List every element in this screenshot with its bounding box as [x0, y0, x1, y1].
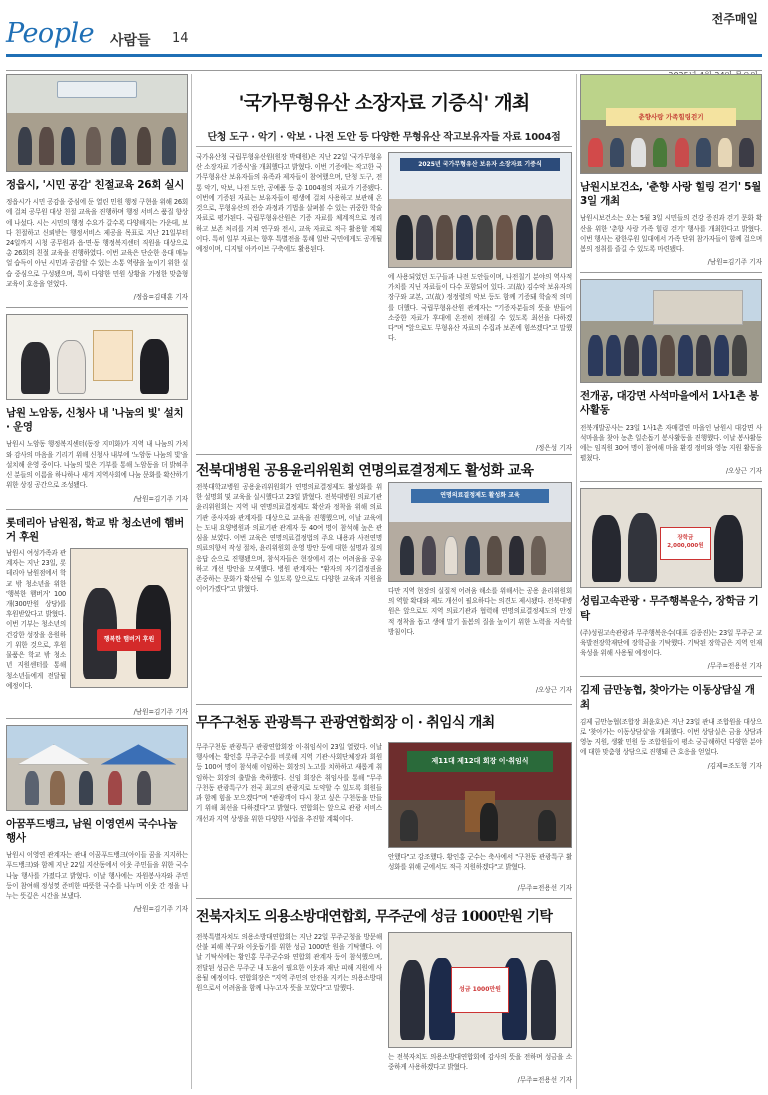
- muju-tourism-banner: 제11대 제12대 회장 이·취임식: [407, 751, 553, 772]
- body-namwon-walk: 남원시보건소는 오는 5월 3일 시민들의 건강 증진과 걷기 문화 확산을 위한 '춘향 사랑 가족 힐링 걷기' 행사를 개최한다고 밝혔다. 이번 행사는 광한루원 일대에서 가족 단위 참가자들이 함께 걸으며 봄의 정취를 즐길 수 있도록 마련됐다.: [580, 214, 762, 253]
- right-column: [580, 74, 762, 770]
- masthead: [6, 8, 762, 70]
- body-noam: 남원시 노암동 행정복지센터(동장 지미화)가 지역 내 나눔의 가치와 감사의 마음을 기리기 위해 신청사 내부에 '노암동 나눔의 빛'을 설치해 운영 중이다. 나눔의 빛은 기부를 통해 노암동을 더 밝혀주신 분들의 이름을 하나하나 새겨 지역사회에 나눔 문화를 확산하기 위한 상징 공간으로 조성됐다.: [6, 440, 188, 490]
- header-rule: [6, 54, 762, 57]
- body-fire-brigade-left: 전북특별자치도 의용소방대연합회는 지난 22일 무주군청을 방문해 산불 피해 복구와 이웃돕기를 위한 성금 1000만 원을 기탁했다. 이날 기탁식에는 황인홍 무주군수와 연합회 관계자 등이 참석했으며, 전달된 성금은 무주군 내 도움이 필요한 이웃과 재난 피해 지원에 사용될 예정이다. 연합회장은 "지역 주민의 안전을 지키는 의용소방대원으로서 어려움을 함께 나누고자 뜻을 모았다"고 말했다.: [196, 933, 382, 993]
- byline-noam: /남원=김기주 기자: [133, 494, 188, 503]
- article-photo-fire-brigade: [388, 932, 572, 1048]
- body-muju-tourism-left: 무주구천동 관광특구 관광연합회장 이·취임식이 23일 열렸다. 이날 행사에는 황인홍 무주군수를 비롯해 지역 기관·사회단체장과 회원 등 100여 명이 참석해 이임하는 회장의 노고를 치하하고 새롭게 취임하는 회장의 출발을 축하했다. 신임 회장은 취임사를 통해 "무주구천동 관광특구가 전국 최고의 관광지로 도약할 수 있도록 회원들과 함께 힘을 모으겠다"며 "관광객이 다시 찾고 싶은 구천동을 만들기 위해 최선을 다하겠다"고 밝혔다. 연합회는 앞으로 관광 서비스 개선과 지역 상생을 위한 다양한 사업을 추진할 계획이다.: [196, 743, 382, 823]
- headline-jeongeup: 정읍시, '시민 공감' 친절교육 26회 실시: [6, 179, 185, 191]
- stage-banner: 2025년 국가무형유산 보유자 소장자료 기증식: [400, 158, 560, 172]
- article-photo-muju-tourism: [388, 742, 572, 848]
- donation-sign: 행복한 햄버거 후원: [97, 629, 162, 651]
- main-headline: '국가무형유산 소장자료 기증식' 개최: [238, 92, 530, 114]
- header-rule-thin: [6, 70, 762, 71]
- byline-namwon-walk: /남원=김기주 기자: [707, 258, 762, 267]
- main-body-left: 국가유산청 국립무형유산원(원장 박태원)은 지난 22일 '국가무형유산 소장자료 기증식'을 개최했다고 밝혔다. 이번 기증에는 작고한 국가무형유산 보유자들의 유족과 제자들이 참여했으며, 단청 도구, 전통 악기, 악보, 나전 도안, 공예품 등 총 1004점의 자료가 기증됐다. 이번에 기증된 자료는 보유자들이 평생에 걸쳐 사용하고 보관해 온 것으로, 무형유산의 전승 과정과 기법을 살펴볼 수 있는 귀중한 학술 자료로 평가된다. 국립무형유산원은 기증 자료를 체계적으로 정리하고 보존 처리를 거쳐 연구와 전시, 교육 자료로 적극 활용할 계획이다. 특히 일부 자료는 향후 특별전을 통해 일반 국민에게도 공개될 예정이며, 디지털 아카이브 구축에도 활용된다.: [196, 153, 382, 253]
- article-photo-scholarship: [580, 488, 762, 588]
- scholarship-check: 장학금 2,000,000원: [660, 527, 710, 560]
- article-photo-noam: [6, 314, 188, 400]
- headline-volunteer: 전개공, 대강면 사석마을에서 1사1촌 봉사활동: [580, 390, 759, 417]
- article-photo-jeongeup: [6, 74, 188, 172]
- page-number: 14: [172, 31, 189, 46]
- body-noodles: 남원시 이영연 관계자는 관내 이꿈푸드뱅크(아이들 꿈을 지지하는 푸드뱅크)와 함께 지난 22일 지산동에서 이웃 주민들을 위한 국수 나눔 행사를 가졌다고 밝혔다. 이날 행사에는 자원봉사자와 주민 등이 참여해 정성껏 준비한 따뜻한 국수를 나누며 이웃 간 정을 나누는 뜻깊은 시간을 보냈다.: [6, 851, 188, 901]
- main-body-right: 에 사용되었던 도구들과 나전 도안들이며, 나전칠기 분야의 역사적 가치를 지닌 자료들이 다수 포함되어 있다. 고(故) 김수악 보유자의 장구와 교본, 고(故) 정정렬의 악보 등도 함께 기증돼 학술적 의미를 더했다. 국립무형유산원 관계자는 "기증자분들의 뜻을 받들어 소중한 자료가 후대에 온전히 전해질 수 있도록 최선을 다하겠다"며 "앞으로도 무형유산 자료의 수집과 보존에 힘쓰겠다"고 말했다.: [388, 273, 572, 343]
- byline-gimje: /김제=조도형 기자: [707, 761, 762, 770]
- fire-brigade-check: 성금 1000만원: [451, 967, 509, 1013]
- headline-namwon-walk: 남원시보건소, '춘향 사랑 힐링 걷기' 5월 3일 개최: [580, 181, 761, 208]
- article-photo-lotteria: [70, 548, 188, 688]
- body-scholarship: (주)성림고속관광과 무주행복운수(대표 김종진)는 23일 무주군 교육발전장학재단에 장학금을 기탁했다. 기탁된 장학금은 지역 인재 육성을 위해 사용될 예정이다.: [580, 628, 762, 658]
- article-photo-volunteer: [580, 279, 762, 383]
- headline-noodles: 아꿈푸드뱅크, 남원 이영연씨 국수나눔 행사: [6, 817, 178, 845]
- byline-jeongeup: /정읍=김태훈 기자: [133, 293, 188, 302]
- article-photo-noodles: [6, 725, 188, 811]
- section-name: 사람들: [110, 33, 151, 49]
- newspaper-name: 전주매일: [711, 12, 758, 26]
- byline-volunteer: /오상근 기자: [725, 467, 762, 476]
- headline-fire-brigade: 전북자치도 의용소방대연합회, 무주군에 성금 1000만원 기탁: [196, 909, 553, 925]
- body-jeongeup: 정읍시가 시민 공감을 중심에 둔 열린 민원 행정 구현을 위해 26회에 걸쳐 공무원 대상 친절 교육을 진행하며 행정 서비스 품질 향상에 나섰다. 시는 시민의 행정 수요가 갈수록 다양해지는 가운데, 보다 친절하고 신뢰받는 행정서비스 제공을 목표로 지난 21일부터 24일까지 시청 공무원과 읍·면·동 행정복지센터 직원을 대상으로 총 26회의 친절 교육을 진행하였다. 이번 교육은 단순한 응대 매뉴얼 습득이 아닌 시민과 공감할 수 있는 소통 역량을 높이기 위한 실습 중심으로 구성됐으며, 특히 다양한 민원 상황을 가정한 맞춤형 교육이 호응을 얻었다.: [6, 198, 188, 288]
- headline-cnuh: 전북대병원 공용윤리위원회 연명의료결정제도 활성화 교육: [196, 463, 534, 479]
- byline-scholarship: /무주=전용선 기자: [707, 662, 762, 671]
- byline-noodles: /남원=김기주 기자: [133, 905, 188, 914]
- main-subheadline: 단청 도구 · 악기 · 악보 · 나전 도안 등 다양한 무형유산 작고보유자들 자료 1004점: [207, 132, 561, 143]
- headline-noam: 남원 노암동, 신청사 내 '나눔의 빛' 설치 · 운영: [6, 407, 184, 434]
- headline-scholarship: 성림고속관광 · 무주행복운수, 장학금 기탁: [580, 595, 759, 622]
- left-column: [6, 74, 188, 913]
- body-volunteer: 전북개발공사는 23일 1사1촌 자매결연 마을인 남원시 대강면 사석마을을 찾아 농촌 일손돕기 봉사활동을 진행했다. 이날 봉사활동에는 임직원 30여 명이 참여해 마을 환경 정비와 영농 지원 활동을 펼쳤다.: [580, 423, 762, 463]
- headline-muju-tourism: 무주구천동 관광특구 관광연합회장 이 · 취임식 개최: [196, 715, 495, 731]
- body-cnuh-right: 다만 지역 현장의 실질적 어려움 해소를 위해서는 공용 윤리위원회의 역할 확대와 제도 개선이 필요하다는 의견도 제시됐다. 전북대병원은 앞으로도 지역 의료기관과 협력해 연명의료결정제도의 안정적 정착을 돕고 생애 말기 돌봄의 질을 높이기 위한 노력을 지속할 방침이다.: [388, 587, 572, 636]
- article-photo-namwon-walk: [580, 74, 762, 174]
- cnuh-banner: 연명의료결정제도 활성화 교육: [411, 489, 549, 503]
- byline-muju-tourism: /무주=전용선 기자: [517, 884, 572, 892]
- column-divider-right: [576, 74, 577, 1089]
- body-fire-brigade-right: 는 전북자치도 의용소방대연합회에 감사의 뜻을 전하며 성금을 소중하게 사용하겠다고 밝혔다.: [388, 1053, 572, 1072]
- body-cnuh-left: 전북대학교병원 공용윤리위원회가 연명의료결정제도 활성화를 위한 설명회 및 교육을 실시했다고 23일 밝혔다. 전북대병원 의료기관윤리위원회는 지역 내 연명의료결정제도 확산과 정착을 위해 의료기관 종사자와 관계자를 대상으로 교육을 진행했으며, 이날 교육에는 도내 요양병원과 의료기관 관계자 등 40여 명이 참석해 높은 관심을 보였다. 이번 교육은 연명의료결정법의 주요 내용과 사전연명의료의향서 작성 절차, 윤리위원회 운영 방안 등에 대한 설명과 질의응답 순으로 진행됐으며, 참석자들은 현장에서 겪는 어려움을 공유하고 개선 방안을 모색했다. 병원 관계자는 "환자의 자기결정권을 존중하는 문화가 확산될 수 있도록 앞으로도 다양한 교육과 지원을 이어가겠다"고 밝혔다.: [196, 483, 382, 594]
- byline-lotteria: /남원=김기주 기자: [133, 707, 188, 716]
- walk-banner: 춘향사랑 가족힐링걷기: [606, 108, 736, 126]
- byline-cnuh: /오상근 기자: [535, 686, 572, 694]
- column-divider-left: [191, 74, 192, 1089]
- headline-gimje: 김제 금만농협, 찾아가는 이동상담실 개최: [580, 684, 755, 711]
- main-photo: [388, 152, 572, 268]
- headline-lotteria: 롯데리아 남원점, 학교 밖 청소년에 햄버거 후원: [6, 516, 184, 543]
- article-photo-cnuh: [388, 482, 572, 582]
- section-logo: People: [6, 18, 95, 49]
- body-lotteria: 남원시 여성가족과 관계자는 지난 23일, 롯데리아 남원점에서 학교 밖 청소년을 위한 '행복한 햄버거' 100개(300만원 상당)를 후원받았다고 밝혔다. 이번 기부는 청소년의 건강한 성장을 응원하기 위한 것으로, 후원 물품은 학교 밖 청소년 지원센터를 통해 청소년들에게 전달될 예정이다.: [6, 548, 66, 690]
- body-gimje: 김제 금만농협(조합장 최윤호)은 지난 23일 관내 조합원을 대상으로 '찾아가는 이동상담실'을 개최했다. 이번 상담실은 금융 상담과 영농 지원, 생활 민원 등 조합원들이 평소 궁금해하던 다양한 분야에 대한 맞춤형 상담으로 진행돼 큰 호응을 얻었다.: [580, 717, 762, 757]
- byline-fire-brigade: /무주=전용선 기자: [517, 1076, 572, 1084]
- body-muju-tourism-right: 안했다"고 강조했다. 황인홍 군수는 축사에서 "구천동 관광특구 활성화를 위해 군에서도 적극 지원하겠다"고 밝혔다.: [388, 853, 572, 872]
- main-byline: /정은성 기자: [535, 444, 572, 452]
